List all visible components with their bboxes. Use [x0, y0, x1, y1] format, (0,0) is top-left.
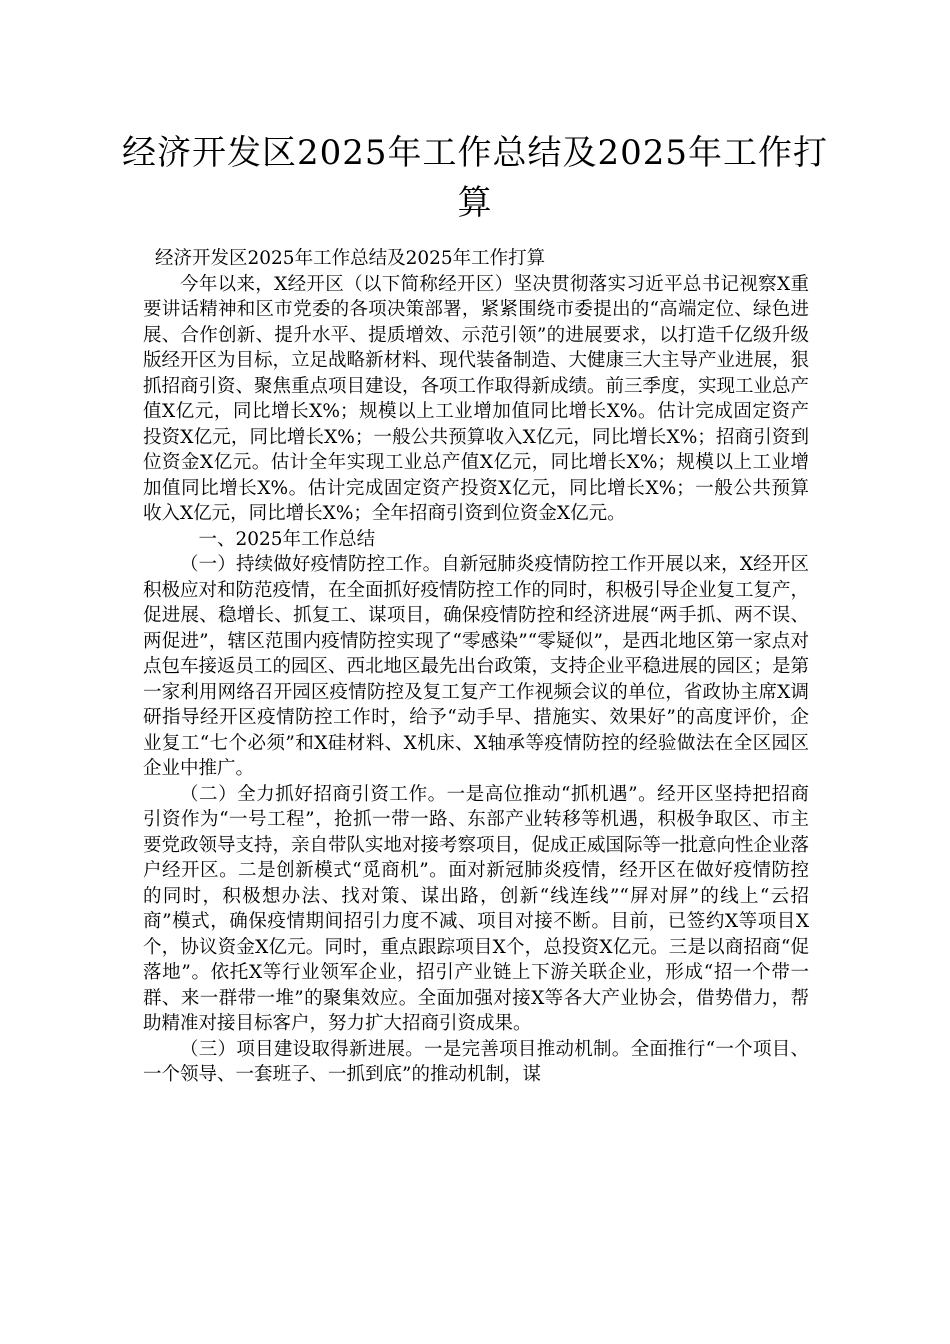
paragraph-epidemic-control: （一）持续做好疫情防控工作。自新冠肺炎疫情防控工作开展以来，X经开区积极应对和防范疫情，在全面抓好疫情防控工作的同时，积极引导企业复工复产，促进展、稳增长、抓复工、谋项目，确保疫情防控和经济进展“两手抓、两不误、两促进”，辖区范围内疫情防控实现了“零感染”“零疑似”，是西北地区第一家点对点包车接返员工的园区、西北地区最先出台政策，支持企业平稳进展的园区；是第一家利用网络召开园区疫情防控及复工复产工作视频会议的单位，省政协主席X调研指导经开区疫情防控工作时，给予“动手早、措施实、效果好”的高度评价，企业复工“七个必须”和X硅材料、X机床、X轴承等疫情防控的经验做法在全区园区企业中推广。 [143, 554, 810, 779]
document-title: 经济开发区2025年工作总结及2025年工作打算 [121, 133, 829, 223]
document-body [143, 246, 809, 1088]
paragraph-project-construction: （三）项目建设取得新进展。一是完善项目推动机制。全面推行“一个项目、一个领导、一套班子、一抓到底”的推动机制，谋 [143, 1038, 809, 1085]
document-subtitle: 经济开发区2025年工作总结及2025年工作打算 [155, 248, 546, 269]
paragraph-investment-attraction: （二）全力抓好招商引资工作。一是高位推动“抓机遇”。经开区坚持把招商引资作为“一号工程”，抢抓一带一路、东部产业转移等机遇，积极争取区、市主要党政领导支持，亲自带队实地对接考察项目，促成正威国际等一批意向性企业落户经开区。二是创新模式“觅商机”。面对新冠肺炎疫情，经开区在做好疫情防控的同时，积极想办法、找对策、谋出路，创新“线连线”“屏对屏”的线上“云招商”模式，确保疫情期间招引力度不减、项目对接不断。目前，已签约X等项目X个，协议资金X亿元。同时，重点跟踪项目X个，总投资X亿元。三是以商招商“促落地”。依托X等行业领军企业，招引产业链上下游关联企业，形成“招一个带一群、来一群带一堆”的聚集效应。全面加强对接X等各大产业协会，借势借力，帮助精准对接目标客户，努力扩大招商引资成果。 [143, 783, 810, 1034]
paragraph-intro: 今年以来，X经开区（以下简称经开区）坚决贯彻落实习近平总书记视察X重要讲话精神和区市党委的各项决策部署，紧紧围绕市委提出的“高端定位、绿色进展、合作创新、提升水平、提质增效、示范引领”的进展要求，以打造千亿级升级版经开区为目标，立足战略新材料、现代装备制造、大健康三大主导产业进展，狠抓招商引资、聚焦重点项目建设，各项工作取得新成绩。前三季度，实现工业总产值X亿元，同比增长X%；规模以上工业增加值同比增长X%。估计完成固定资产投资X亿元，同比增长X%；一般公共预算收入X亿元，同比增长X%；招商引资到位资金X亿元。估计全年实现工业总产值X亿元，同比增长X%；规模以上工业增加值同比增长X%。估计完成固定资产投资X亿元，同比增长X%；一般公共预算收入X亿元，同比增长X%；全年招商引资到位资金X亿元。 [143, 273, 810, 524]
section-heading-summary: 一、2025年工作总结 [198, 528, 376, 550]
